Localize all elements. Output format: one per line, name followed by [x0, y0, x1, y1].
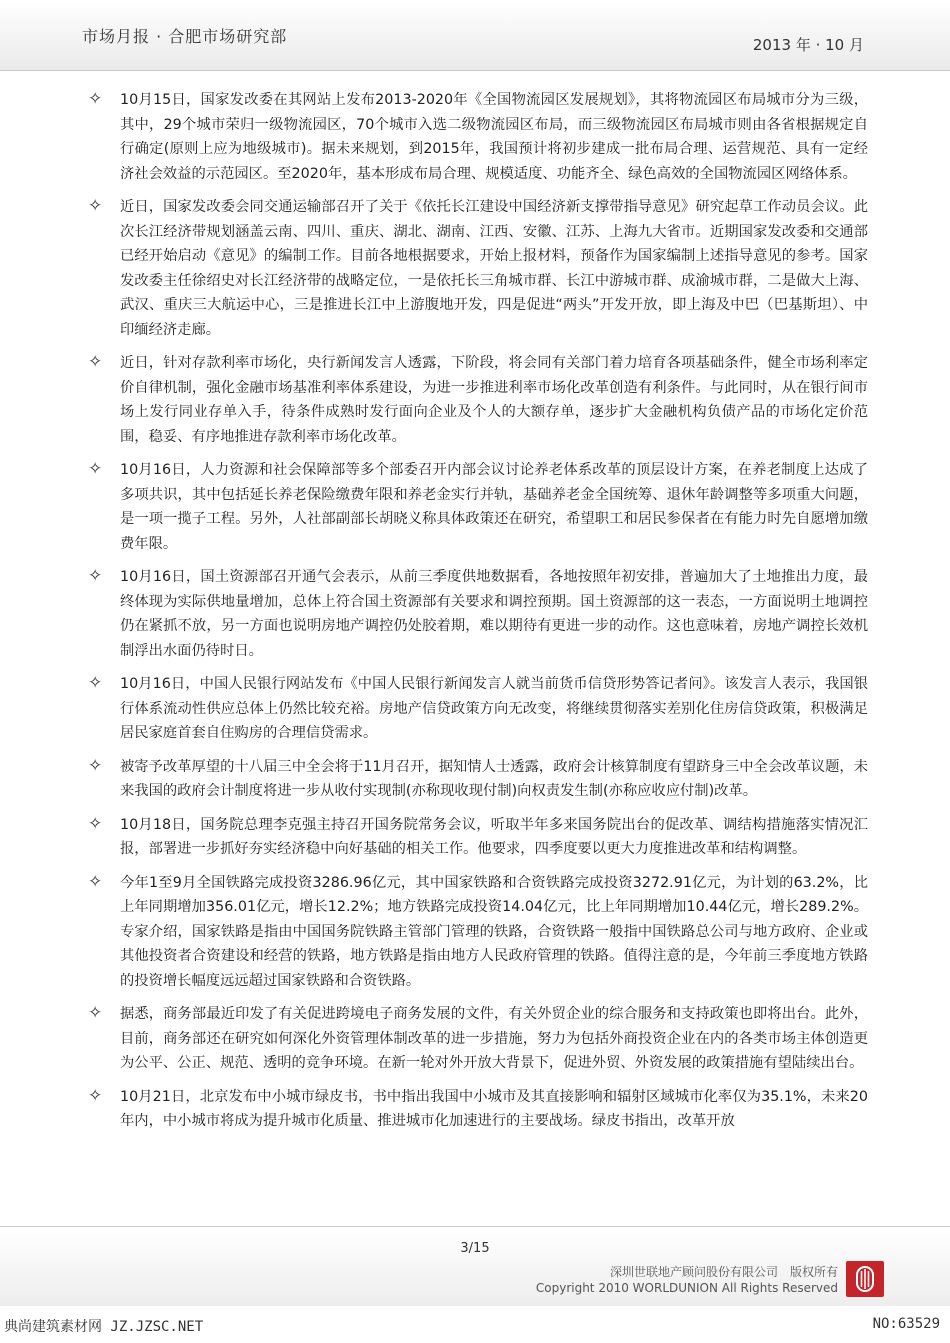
- list-item: [88, 672, 868, 746]
- list-item: [88, 1002, 868, 1076]
- diamond-bullet-icon: ✧: [88, 459, 103, 479]
- company-name: 深圳世联地产顾问股份有限公司 版权所有: [609, 1265, 838, 1279]
- list-item: [88, 565, 868, 663]
- item-text: 10月16日，国土资源部召开通气会表示，从前三季度供地数据看，各地按照年初安排，普遍加大了土地推出力度，最终体现为实际供地量增加，总体上符合国土资源部有关要求和调控预期。国土资源部的这一表态，一方面说明土地调控仍在紧抓不放，另一方面也说明房地产调控仍处胶着期，难以期待有更进一步的动作。这也意味着，房地产调控长效机制浮出水面仍待时日。: [120, 569, 868, 659]
- diamond-bullet-icon: ✧: [88, 755, 103, 776]
- item-text: 据悉，商务部最近印发了有关促进跨境电子商务发展的文件，有关外贸企业的综合服务和支持政策也即将出台。此外，目前，商务部还在研究如何深化外资管理体制改革的进一步措施，努力为包括外商投资企业在内的各类市场主体创造更为公平、公正、规范、透明的竞争环境。在新一轮对外开放大背景下，促进外贸、外资发展的政策措施有望陆续出台。: [120, 1006, 868, 1071]
- item-text: 被寄予改革厚望的十八届三中全会将于11月召开，据知情人士透露，政府会计核算制度有望跻身三中全会改革议题，未来我国的政府会计制度将进一步从收付实现制(亦称现收现付制)向权责发生制(亦称应收应付制)改革。: [120, 758, 868, 799]
- watermark-bar: [0, 1306, 950, 1343]
- list-item: [88, 88, 868, 186]
- list-item: [88, 871, 868, 994]
- diamond-bullet-icon: ✧: [88, 89, 103, 109]
- item-text: 10月16日，人力资源和社会保障部等多个部委召开内部会议讨论养老体系改革的顶层设计方案，在养老制度上达成了多项共识，其中包括延长养老保险缴费年限和养老金实行并轨，基础养老金全国统筹、退休年龄调整等多项重大问题，是一项一揽子工程。另外，人社部副部长胡晓义称具体政策还在研究，希望职工和居民参保者在有能力时先自愿增加缴费年限。: [120, 462, 868, 552]
- diamond-bullet-icon: ✧: [88, 196, 103, 216]
- item-text: 近日，针对存款利率市场化，央行新闻发言人透露，下阶段，将会同有关部门着力培育各项基础条件，健全市场利率定价自律机制，强化金融市场基准利率体系建设，为进一步推进利率市场化改革创造有利条件。与此同时，从在银行间市场上发行同业存单入手，待条件成熟时发行面向企业及个人的大额存单，逐步扩大金融机构负债产品的市场化定价范围，稳妥、有序地推进存款利率市场化改革。: [120, 355, 868, 445]
- list-item: [88, 1085, 868, 1134]
- report-date: 2013 年 · 10 月: [752, 36, 864, 54]
- diamond-bullet-icon: ✧: [88, 566, 103, 586]
- worldunion-logo-icon: [846, 1261, 884, 1297]
- item-text: 今年1至9月全国铁路完成投资3286.96亿元，其中国家铁路和合资铁路完成投资3272.91亿元，为计划的63.2%，比上年同期增加356.01亿元，增长12.2%；地方铁路完成投资14.04亿元，比上年同期增加10.44亿元，增长289.2%。专家介绍，国家铁路是指由中国国务院铁路主管部门管理的铁路，合资铁路一般指中国铁路总公司与地方政府、企业或其他投资者合资建设和经营的铁路，地方铁路是指由地方人民政府管理的铁路。值得注意的是，今年前三季度地方铁路的投资增长幅度远远超过国家铁路和合资铁路。: [120, 874, 868, 989]
- item-text: 近日，国家发改委会同交通运输部召开了关于《依托长江建设中国经济新支撑带指导意见》研究起草工作动员会议。此次长江经济带规划涵盖云南、四川、重庆、湖北、湖南、江西、安徽、江苏、上海九大省市。近期国家发改委和交通部已经开始启动《意见》的编制工作。目前各地根据要求，开始上报材料，预备作为国家编制上述指导意见的参考。国家发改委主任徐绍史对长江经济带的战略定位，一是依托长三角城市群、长江中游城市群、成渝城市群，二是做大上海、武汉、重庆三大航运中心，三是推进长江中上游腹地开发，四是促进“两头”开发开放，即上海及中巴（巴基斯坦）、中印缅经济走廊。: [120, 199, 868, 338]
- diamond-bullet-icon: ✧: [88, 352, 103, 372]
- image-id: NO:63529: [872, 1316, 940, 1332]
- news-list: [88, 88, 868, 1143]
- list-item: [88, 755, 868, 804]
- copyright-text: Copyright 2010 WORLDUNION All Rights Reserved: [535, 1281, 838, 1295]
- list-item: [88, 351, 868, 449]
- diamond-bullet-icon: ✧: [88, 871, 103, 892]
- item-text: 10月18日，国务院总理李克强主持召开国务院常务会议，听取半年多来国务院出台的促改革、调结构措施落实情况汇报，部署进一步抓好夯实经济稳中向好基础的相关工作。他要求，四季度要以更大力度推进改革和结构调整。: [120, 816, 868, 857]
- page-footer: [0, 1226, 950, 1307]
- item-text: 10月16日，中国人民银行网站发布《中国人民银行新闻发言人就当前货币信贷形势答记者问》。该发言人表示，我国银行体系流动性供应总体上仍然比较充裕。房地产信贷政策方向无改变，将继续贯彻落实差别化住房信贷政策，积极满足居民家庭首套自住购房的合理信贷需求。: [120, 676, 868, 741]
- item-text: 10月15日，国家发改委在其网站上发布2013-2020年《全国物流园区发展规划》，其将物流园区布局城市分为三级，其中，29个城市荣归一级物流园区，70个城市入选二级物流园区布局，而三级物流园区布局城市则由各省根据规定自行确定(原则上应为地级城市)。据未来规划，到2015年，我国预计将初步建成一批布局合理、运营规范、具有一定经济社会效益的示范园区。至2020年，基本形成布局合理、规模适度、功能齐全、绿色高效的全国物流园区网络体系。: [120, 92, 868, 182]
- list-item: [88, 195, 868, 342]
- site-watermark: 典尚建筑素材网 JZ.JZSC.NET: [4, 1319, 204, 1335]
- list-item: [88, 458, 868, 556]
- page-header: [0, 0, 950, 71]
- diamond-bullet-icon: ✧: [88, 673, 103, 693]
- list-item: [88, 813, 868, 862]
- diamond-bullet-icon: ✧: [88, 813, 103, 834]
- page-number: 3/15: [460, 1241, 490, 1256]
- item-text: 10月21日，北京发布中小城市绿皮书，书中指出我国中小城市及其直接影响和辐射区域城市化率仅为35.1%，未来20年内，中小城市将成为提升城市化质量、推进城市化加速进行的主要战场。绿皮书指出，改革开放: [120, 1088, 868, 1129]
- report-title: 市场月报 · 合肥市场研究部: [82, 27, 288, 46]
- diamond-bullet-icon: ✧: [88, 1003, 103, 1023]
- diamond-bullet-icon: ✧: [88, 1085, 103, 1106]
